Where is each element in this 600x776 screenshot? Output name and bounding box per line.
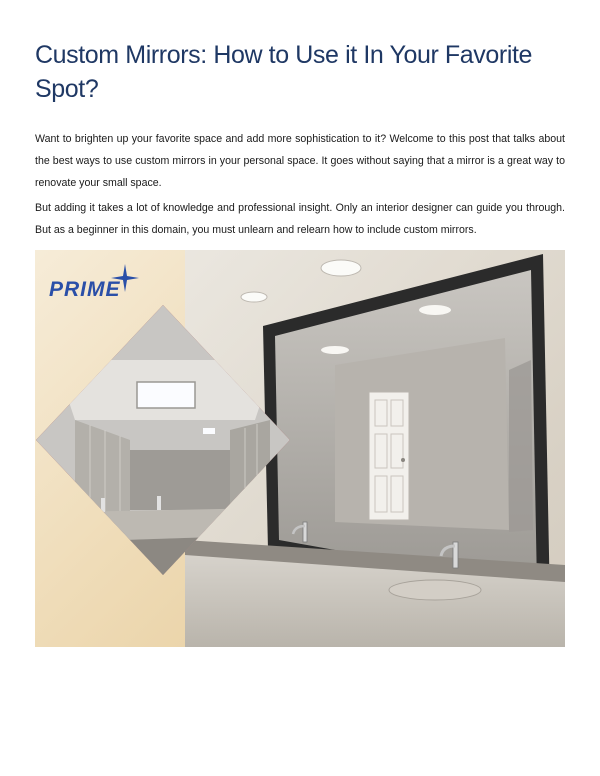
prime-logo-text: PRIME bbox=[49, 278, 121, 301]
custom-mirror-image bbox=[35, 250, 565, 647]
page-title: Custom Mirrors: How to Use it In Your Favorite Spot? bbox=[35, 41, 533, 103]
body-paragraph: But adding it takes a lot of knowledge and professional insight. Only an interior designer can guide you through. But as a beginner in this domain, you must unlearn and relearn how to include custom mirrors. bbox=[35, 202, 565, 236]
bathroom-mirror-illustration bbox=[35, 250, 565, 647]
intro-paragraph: Want to brighten up your favorite space and add more sophistication to it? Welcome to this post that talks about the best ways to use custom mirrors in your personal space. It goes without saying that a mirror is a great way to renovate your small space. bbox=[35, 133, 565, 189]
prime-logo bbox=[49, 264, 139, 301]
